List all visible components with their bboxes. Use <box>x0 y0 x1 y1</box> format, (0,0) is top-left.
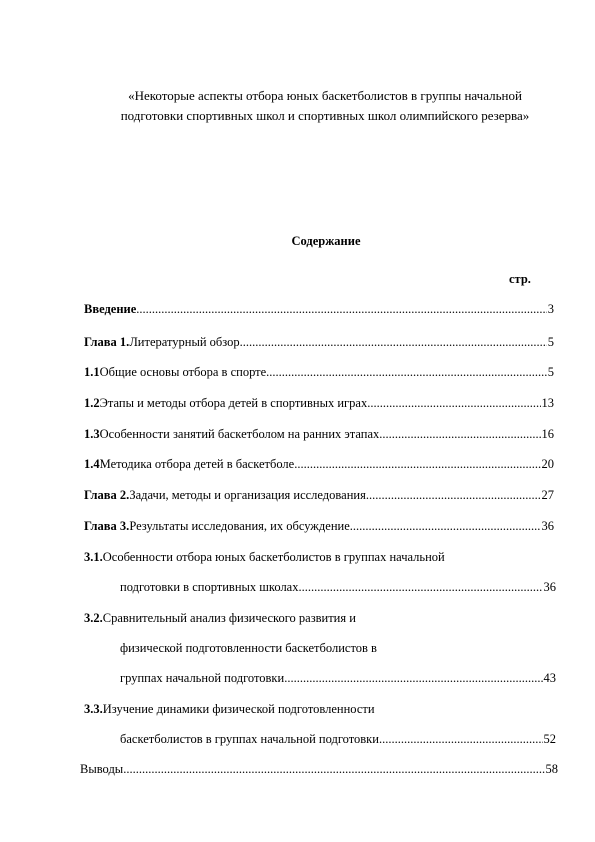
toc-entry-1-3 <box>84 427 554 445</box>
toc-leader-dots <box>298 580 542 595</box>
toc-entry-text: Методика отбора детей в баскетболе <box>99 457 295 471</box>
toc-entry-page: 43 <box>543 671 556 685</box>
toc-entry-text: баскетболистов в группах начальной подготовки <box>120 732 379 746</box>
toc-entry-page: 3 <box>547 302 554 316</box>
toc-entry-page: 27 <box>541 488 554 502</box>
page-column-label: стр. <box>509 272 531 286</box>
toc-entry-chapter-1 <box>84 335 554 353</box>
toc-leader-dots <box>123 762 544 777</box>
toc-entry-number: 3.2. <box>84 611 103 625</box>
toc-leader-dots <box>136 302 546 317</box>
toc-entry-text: Общие основы отбора в спорте <box>99 365 267 379</box>
toc-entry-text: Результаты исследования, их обсуждение <box>129 519 350 533</box>
toc-entry-1-1 <box>84 365 554 383</box>
toc-leader-dots <box>284 671 542 686</box>
toc-entry-page: 16 <box>541 427 554 441</box>
toc-entry-page: 52 <box>543 732 556 746</box>
toc-entry-3-1-continued <box>120 580 556 598</box>
toc-entry-number: Введение <box>84 302 137 316</box>
toc-entry-text: Литературный обзор <box>129 335 240 349</box>
document-title <box>80 86 570 126</box>
toc-entry-text: группах начальной подготовки <box>120 671 285 685</box>
toc-entry-3-3-continued <box>120 732 556 750</box>
toc-entry-1-4 <box>84 457 554 475</box>
toc-entry-text: физической подготовленности баскетболистов в <box>120 641 377 655</box>
toc-entry-chapter-3 <box>84 519 554 537</box>
toc-entry-introduction <box>84 302 554 320</box>
toc-entry-number: 1.4 <box>84 457 100 471</box>
toc-entry-page: 5 <box>547 335 554 349</box>
toc-entry-3-2-line-2 <box>120 641 377 659</box>
toc-entry-number: 1.1 <box>84 365 100 379</box>
toc-entry-3-1 <box>84 550 445 568</box>
toc-entry-conclusions <box>80 762 558 780</box>
toc-entry-1-2 <box>84 396 554 414</box>
toc-entry-page: 20 <box>541 457 554 471</box>
toc-leader-dots <box>350 519 541 534</box>
toc-heading: Содержание <box>291 234 361 248</box>
toc-entry-number: 1.3 <box>84 427 100 441</box>
toc-entry-page: 36 <box>541 519 554 533</box>
toc-entry-text: Этапы и методы отбора детей в спортивных играх <box>99 396 368 410</box>
toc-entry-page: 36 <box>543 580 556 594</box>
toc-entry-number: 3.3. <box>84 702 103 716</box>
toc-entry-page: 13 <box>541 396 554 410</box>
toc-entry-text: Изучение динамики физической подготовленности <box>102 702 375 716</box>
toc-entry-text: Особенности занятий баскетболом на ранних этапах <box>99 427 380 441</box>
toc-entry-number: 3.1. <box>84 550 103 564</box>
toc-leader-dots <box>379 427 540 442</box>
toc-leader-dots <box>266 365 547 380</box>
toc-entry-page: 5 <box>547 365 554 379</box>
toc-entry-3-2-line-3 <box>120 671 556 689</box>
toc-leader-dots <box>367 396 540 411</box>
toc-entry-number: 1.2 <box>84 396 100 410</box>
toc-entry-chapter-2 <box>84 488 554 506</box>
toc-entry-3-3 <box>84 702 375 720</box>
toc-entry-text: подготовки в спортивных школах <box>120 580 299 594</box>
toc-entry-number: Глава 3. <box>84 519 130 533</box>
title-line-1: «Некоторые аспекты отбора юных баскетболистов в группы начальной <box>128 88 522 103</box>
toc-leader-dots <box>366 488 541 503</box>
toc-entry-text: Выводы <box>80 762 124 776</box>
toc-entry-text: Задачи, методы и организация исследования <box>129 488 366 502</box>
toc-entry-text: Особенности отбора юных баскетболистов в группах начальной <box>102 550 445 564</box>
toc-leader-dots <box>240 335 547 350</box>
toc-entry-number: Глава 2. <box>84 488 130 502</box>
toc-entry-page: 58 <box>545 762 558 776</box>
toc-leader-dots <box>379 732 543 747</box>
toc-entry-number: Глава 1. <box>84 335 130 349</box>
toc-leader-dots <box>294 457 540 472</box>
toc-entry-text: Сравнительный анализ физического развития и <box>102 611 356 625</box>
toc-entry-3-2 <box>84 611 356 629</box>
title-line-2: подготовки спортивных школ и спортивных школ олимпийского резерва» <box>120 108 530 123</box>
